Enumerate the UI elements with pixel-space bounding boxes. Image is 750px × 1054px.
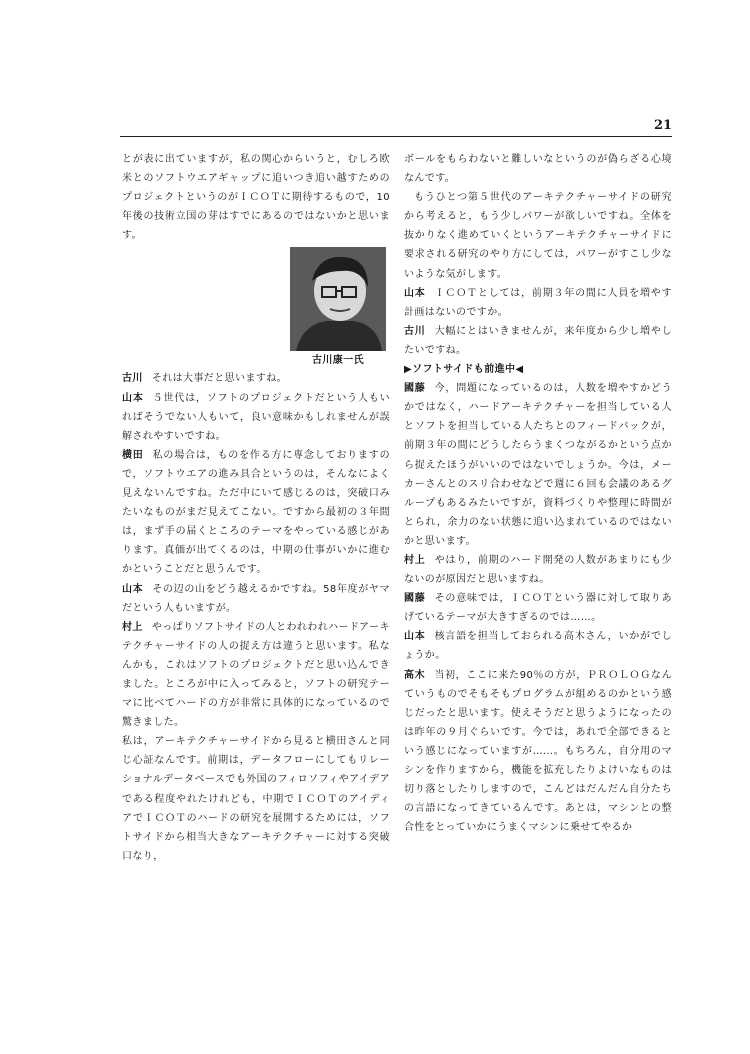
speech-text: ＩＣＯＴとしては，前期３年の間に人員を増やす計画はないのですか。 [404,287,672,318]
dialogue-turn [404,627,672,665]
page-number: 21 [654,118,673,133]
speaker-name: 國藤 [404,593,426,605]
dialogue-turn [122,369,390,388]
dialogue-continuation [122,732,390,866]
portrait-photo [290,247,386,351]
right-column [404,150,672,837]
dialogue-turn [404,589,672,627]
dialogue-turn [404,551,672,589]
left-column [122,150,390,866]
speech-text: 今，問題になっているのは，人数を増やすかどうかではなく，ハードアーキテクチャーを担当している人とソフトを担当している人たちとのフィードバックが，前期３年の間にどうしたらうまくつながるかという点から捉えたほうがいいのではないでしょうか。今は，メーカーさんとのスリ合わせなどで週に６回も会議のあるグループもあるみたいですが，資料づくりや整理に時間がとられ，余力のない状態に追い込まれているのではないかと思います。 [404,383,672,547]
dialogue-turn [404,322,672,360]
dialogue-turn [404,666,672,838]
speaker-name: 國藤 [404,383,426,395]
speaker-name: 村上 [122,621,143,633]
portrait-caption: 古川康一氏 [312,355,364,367]
speaker-name: 山本 [122,583,144,595]
speaker-name: 古川 [122,373,143,385]
speech-text: 私は，アーキテクチャーサイドから見ると横田さんと同じ心証なんです。前期は，データフローにしてもリレーショナルデータベースでも外国のフィロソフィやアイデアである程度やれたけれども，中期でＩＣＯＴのアイディアでＩＣＯＴのハードの研究を展開するためには，ソフトサイドから相当大きなアーキテクチャーに対する突破口なり， [122,736,390,862]
dialogue-turn [122,389,390,446]
speech-text: それは大事だと思いますね。 [151,373,288,385]
speech-text: その辺の山をどう越えるかですね。58年度がヤマだという人もいますが。 [122,583,390,614]
speech-text: ５世代は，ソフトのプロジェクトだという人もいればそうでない人もいて，良い意味かもしれませんが誤解されやすいですね。 [122,392,390,442]
speaker-name: 山本 [404,631,426,643]
speaker-name: 横田 [122,449,144,461]
speaker-name: 山本 [122,392,144,404]
dialogue-turn [122,446,390,580]
speech-text: 当初，ここに来た90％の方が，ＰＲＯＬＯＧなんていうものでそもそもプログラムが組めるのかという感じだったと思います。使えそうだと思うようになったのは昨年の９月ぐらいです。今では，あれで全部できるという感じになっていますが……。もちろん，自分用のマシンを作りますから，機能を拡充したりよけいなものは切り落としたりしますので，こんどはだんだん自分たちの言語になってきているんです。あとは，マシンとの整合性をとっていかにうまくマシンに乗せてやるか [404,669,672,834]
dialogue-turn [404,284,672,322]
dialogue-turn [122,618,390,733]
body-paragraph: もうひとつ第５世代のアーキテクチャーサイドの研究から考えると，もう少しパワーが欲しいですね。全体を抜かりなく進めていくというアーキテクチャーサイドに要求される研究のやり方にしては，パワーがすこし少ないような気がします。 [404,192,672,280]
speaker-name: 高木 [404,669,426,681]
speech-text: 核言語を担当しておられる高木さん，いかがでしょうか。 [404,631,672,662]
speaker-name: 村上 [404,554,426,566]
speech-text: やはり，前期のハード開発の人数があまりにも少ないのが原因だと思いますね。 [404,554,672,586]
speech-text: やっぱりソフトサイドの人とわれわれハードアーキテクチャーサイドの人の捉え方は違うと思います。私なんかも，これはソフトのプロジェクトだと思い込んできました。ところが中に入ってみると，ソフトの研究テーマに比べてハードの方が非常に具体的になっているので驚きました。 [122,621,390,729]
header-rule [120,136,672,137]
dialogue-turn [404,379,672,551]
speech-text: 大幅にとはいきませんが，来年度から少し増やしたいですね。 [404,325,672,356]
continuation-paragraph: ボールをもらわないと難しいなというのが偽らざる心境なんです。 [404,154,672,185]
section-heading: ▶ソフトサイドも前進中◀ [404,364,524,376]
speaker-name: 古川 [404,325,426,337]
speech-text: 私の場合は，ものを作る方に専念しておりますので，ソフトウエアの進み具合というのは，そんなによく見えないんですね。ただ中にいて感じるのは，突破口みたいなものがまだ見えてこない。ですから最初の３年間は，まず手の届くところのテーマをやっている感じがあります。真価が出てくるのは，中期の仕事がいかに進むかということだと思うんです。 [122,449,390,576]
dialogue-turn [122,580,390,618]
speaker-name: 山本 [404,287,426,299]
portrait-figure [290,247,386,369]
speech-text: その意味では，ＩＣＯＴという器に対して取りあげているテーマが大きすぎるのでは……。 [404,593,672,624]
intro-paragraph: とが表に出ていますが，私の関心からいうと，むしろ欧米とのソフトウエアギャップに追いつき追い越すためのプロジェクトというのがＩＣＯＴに期待するもので，10年後の技術立国の芽はすでにあるのではないかと思います。 [122,154,390,242]
